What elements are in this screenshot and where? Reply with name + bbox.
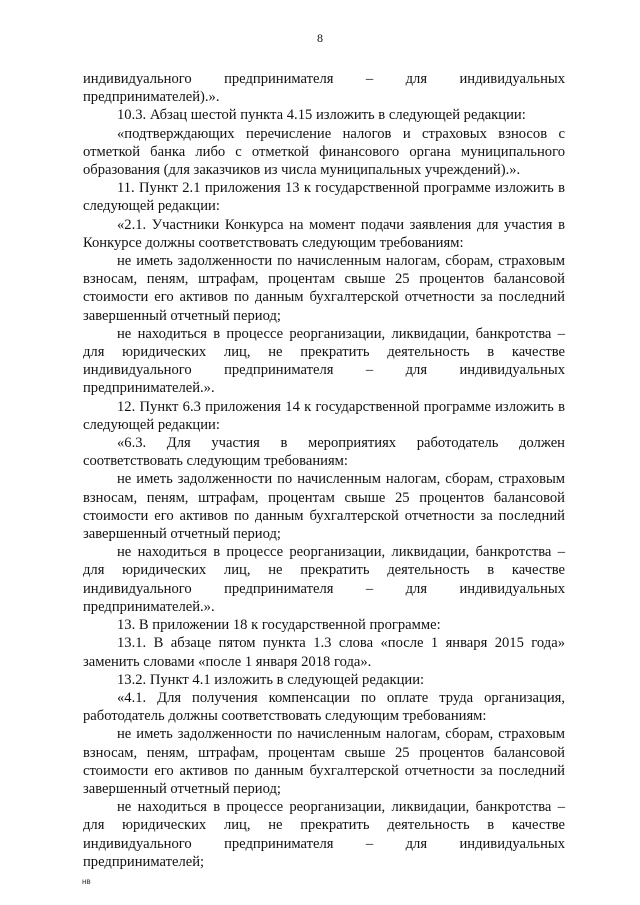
paragraph: не находиться в процессе реорганизации, ликвидации, банкротства – для юридических лиц, не прекратить деятельность в качестве индивидуального предпринимателя – для индивидуальных предпринимателей; [83, 799, 565, 870]
paragraph: индивидуального предпринимателя – для индивидуальных предпринимателей).». [83, 71, 565, 106]
paragraph: «6.3. Для участия в мероприятиях работодатель должен соответствовать следующим требованиям: [83, 435, 565, 470]
page-number: 8 [317, 31, 323, 45]
paragraph: не иметь задолженности по начисленным налогам, сборам, страховым взносам, пеням, штрафам, процентам свыше 25 процентов балансовой стоимости его активов по данным бухгалтерской отчетности за последний завершенный отчетный период; [83, 726, 565, 797]
paragraph: 13.2. Пункт 4.1 изложить в следующей редакции: [117, 671, 425, 688]
footer-mark: нв [82, 877, 91, 886]
paragraph: «2.1. Участники Конкурса на момент подачи заявления для участия в Конкурсе должны соответствовать следующим требованиям: [83, 216, 565, 251]
paragraph: «подтверждающих перечисление налогов и страховых взносов с отметкой банка либо с отметкой финансового органа муниципального образования (для заказчиков из числа муниципальных учреждений).». [83, 125, 565, 179]
paragraph: 13. В приложении 18 к государственной программе: [117, 617, 441, 634]
paragraph: «4.1. Для получения компенсации по оплате труда организация, работодатель должны соответствовать следующим требованиям: [83, 689, 565, 725]
paragraph: 10.3. Абзац шестой пункта 4.15 изложить в следующей редакции: [117, 107, 526, 124]
paragraph: 11. Пункт 2.1 приложения 13 к государственной программе изложить в следующей редакции: [83, 180, 565, 215]
paragraph: не иметь задолженности по начисленным налогам, сборам, страховым взносам, пеням, штрафам, процентам свыше 25 процентов балансовой стоимости его активов по данным бухгалтерской отчетности за последний завершенный отчетный период; [83, 471, 565, 543]
paragraph: 12. Пункт 6.3 приложения 14 к государственной программе изложить в следующей редакции: [83, 398, 565, 433]
document-body [83, 70, 565, 871]
paragraph: не находиться в процессе реорганизации, ликвидации, банкротства – для юридических лиц, не прекратить деятельность в качестве индивидуального предпринимателя – для индивидуальных предпринимателей.». [83, 325, 565, 397]
paragraph: 13.1. В абзаце пятом пункта 1.3 слова «после 1 января 2015 года» заменить словами «после 1 января 2018 года». [83, 635, 565, 670]
paragraph: не находиться в процессе реорганизации, ликвидации, банкротства – для юридических лиц, не прекратить деятельность в качестве индивидуального предпринимателя – для индивидуальных предпринимателей.». [83, 544, 565, 615]
paragraph: не иметь задолженности по начисленным налогам, сборам, страховым взносам, пеням, штрафам, процентам свыше 25 процентов балансовой стоимости его активов по данным бухгалтерской отчетности за последний завершенный отчетный период; [83, 253, 565, 324]
